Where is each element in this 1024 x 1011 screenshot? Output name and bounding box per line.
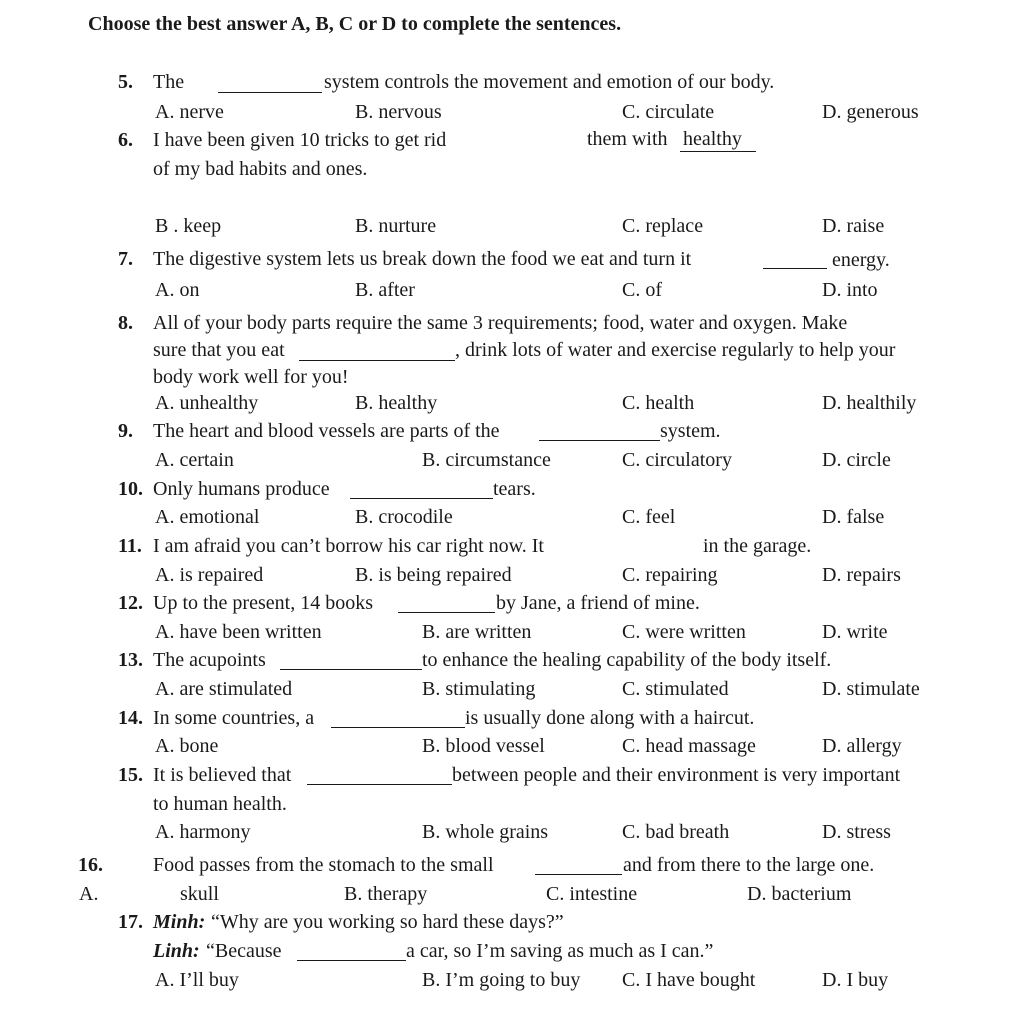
answer-blank[interactable] xyxy=(218,92,322,93)
question-number: 6. xyxy=(118,129,133,151)
option-c[interactable]: C. were written xyxy=(622,621,746,643)
answer-blank[interactable] xyxy=(280,669,422,670)
question-text: “Because xyxy=(206,940,282,962)
question-text: body work well for you! xyxy=(153,366,349,388)
option-a[interactable]: A. on xyxy=(155,279,200,301)
option-b[interactable]: B. nurture xyxy=(355,215,437,237)
option-d[interactable]: D. stress xyxy=(822,821,891,843)
option-c[interactable]: C. health xyxy=(622,392,695,414)
question-text: and from there to the large one. xyxy=(623,854,875,876)
option-a[interactable]: B . keep xyxy=(155,215,222,237)
option-b[interactable]: B. therapy xyxy=(344,883,428,905)
answer-blank[interactable] xyxy=(398,612,495,613)
question-text: them with xyxy=(587,128,668,150)
option-a[interactable]: A. are stimulated xyxy=(155,678,293,700)
option-d[interactable]: D. bacterium xyxy=(747,883,852,905)
option-c[interactable]: C. feel xyxy=(622,506,676,528)
question-text: by Jane, a friend of mine. xyxy=(496,592,700,614)
option-c[interactable]: C. replace xyxy=(622,215,704,237)
option-d[interactable]: D. generous xyxy=(822,101,919,123)
underline xyxy=(680,151,756,152)
option-d[interactable]: D. false xyxy=(822,506,885,528)
question-text: The heart and blood vessels are parts of the xyxy=(153,420,500,442)
speaker-name: Minh: xyxy=(153,911,206,933)
option-c[interactable]: C. bad breath xyxy=(622,821,730,843)
question-text: to human health. xyxy=(153,793,287,815)
option-b[interactable]: B. stimulating xyxy=(422,678,536,700)
question-number: 17. xyxy=(118,911,143,933)
option-b[interactable]: B. after xyxy=(355,279,415,301)
option-d[interactable]: D. stimulate xyxy=(822,678,920,700)
question-text: to enhance the healing capability of the body itself. xyxy=(422,649,832,671)
question-number: 9. xyxy=(118,420,133,442)
question-text: The digestive system lets us break down the food we eat and turn it xyxy=(153,248,692,270)
question-text: Up to the present, 14 books xyxy=(153,592,373,614)
option-a[interactable]: A. certain xyxy=(155,449,234,471)
question-text: Food passes from the stomach to the small xyxy=(153,854,494,876)
answer-blank[interactable] xyxy=(307,784,452,785)
option-a-label[interactable]: A. xyxy=(79,883,99,905)
answer-blank[interactable] xyxy=(350,498,493,499)
option-b[interactable]: B. nervous xyxy=(355,101,442,123)
option-a[interactable]: A. harmony xyxy=(155,821,251,843)
option-c[interactable]: C. of xyxy=(622,279,662,301)
question-text: tears. xyxy=(493,478,536,500)
question-number: 16. xyxy=(78,854,103,876)
option-c[interactable]: C. I have bought xyxy=(622,969,756,991)
option-a[interactable]: A. unhealthy xyxy=(155,392,259,414)
option-b[interactable]: B. are written xyxy=(422,621,532,643)
question-text: Only humans produce xyxy=(153,478,330,500)
question-text: I have been given 10 tricks to get rid xyxy=(153,129,447,151)
option-a[interactable]: A. nerve xyxy=(155,101,224,123)
option-b[interactable]: B. whole grains xyxy=(422,821,549,843)
option-d[interactable]: D. circle xyxy=(822,449,891,471)
question-text: I am afraid you can’t borrow his car right now. It xyxy=(153,535,544,557)
option-b[interactable]: B. is being repaired xyxy=(355,564,512,586)
question-text: in the garage. xyxy=(703,535,812,557)
question-text: system. xyxy=(660,420,721,442)
option-b[interactable]: B. circumstance xyxy=(422,449,551,471)
question-number: 8. xyxy=(118,312,133,334)
question-number: 11. xyxy=(118,535,142,557)
answer-blank[interactable] xyxy=(299,360,455,361)
option-a[interactable]: skull xyxy=(180,883,219,905)
speaker-name: Linh: xyxy=(153,940,200,962)
option-c[interactable]: C. head massage xyxy=(622,735,756,757)
option-a[interactable]: A. I’ll buy xyxy=(155,969,239,991)
question-text: sure that you eat xyxy=(153,339,285,361)
question-number: 13. xyxy=(118,649,143,671)
question-number: 14. xyxy=(118,707,143,729)
answer-blank[interactable] xyxy=(297,960,406,961)
option-b[interactable]: B. I’m going to buy xyxy=(422,969,581,991)
option-d[interactable]: D. write xyxy=(822,621,888,643)
option-d[interactable]: D. repairs xyxy=(822,564,901,586)
answer-blank[interactable] xyxy=(535,874,622,875)
question-text: The acupoints xyxy=(153,649,266,671)
option-b[interactable]: B. healthy xyxy=(355,392,438,414)
question-text: “Why are you working so hard these days?” xyxy=(211,911,564,933)
question-text: In some countries, a xyxy=(153,707,315,729)
question-text: a car, so I’m saving as much as I can.” xyxy=(406,940,714,962)
question-text: It is believed that xyxy=(153,764,292,786)
option-d[interactable]: D. into xyxy=(822,279,878,301)
option-a[interactable]: A. is repaired xyxy=(155,564,264,586)
question-number: 10. xyxy=(118,478,143,500)
question-number: 12. xyxy=(118,592,143,614)
option-a[interactable]: A. have been written xyxy=(155,621,322,643)
question-text: The xyxy=(153,71,185,93)
option-a[interactable]: A. bone xyxy=(155,735,219,757)
question-number: 15. xyxy=(118,764,143,786)
question-number: 5. xyxy=(118,71,133,93)
option-c[interactable]: C. stimulated xyxy=(622,678,729,700)
option-b[interactable]: B. crocodile xyxy=(355,506,453,528)
question-text: , drink lots of water and exercise regularly to help your xyxy=(455,339,896,361)
question-number: 7. xyxy=(118,248,133,270)
question-text: is usually done along with a haircut. xyxy=(465,707,755,729)
option-d[interactable]: D. allergy xyxy=(822,735,902,757)
option-d[interactable]: D. raise xyxy=(822,215,885,237)
option-b[interactable]: B. blood vessel xyxy=(422,735,545,757)
question-text: energy. xyxy=(832,249,890,271)
question-text: All of your body parts require the same 3 requirements; food, water and oxygen. Make xyxy=(153,312,848,334)
option-c[interactable]: C. intestine xyxy=(546,883,638,905)
answer-blank[interactable] xyxy=(539,440,660,441)
underlined-word: healthy xyxy=(683,128,742,150)
question-text: between people and their environment is very important xyxy=(452,764,901,786)
option-d[interactable]: D. I buy xyxy=(822,969,889,991)
option-d[interactable]: D. healthily xyxy=(822,392,917,414)
option-c[interactable]: C. circulatory xyxy=(622,449,732,471)
question-text: system controls the movement and emotion of our body. xyxy=(324,71,775,93)
instruction-heading: Choose the best answer A, B, C or D to complete the sentences. xyxy=(88,13,622,35)
option-c[interactable]: C. repairing xyxy=(622,564,718,586)
answer-blank[interactable] xyxy=(331,727,465,728)
answer-blank[interactable] xyxy=(763,268,827,269)
option-a[interactable]: A. emotional xyxy=(155,506,260,528)
option-c[interactable]: C. circulate xyxy=(622,101,715,123)
question-text: of my bad habits and ones. xyxy=(153,158,368,180)
